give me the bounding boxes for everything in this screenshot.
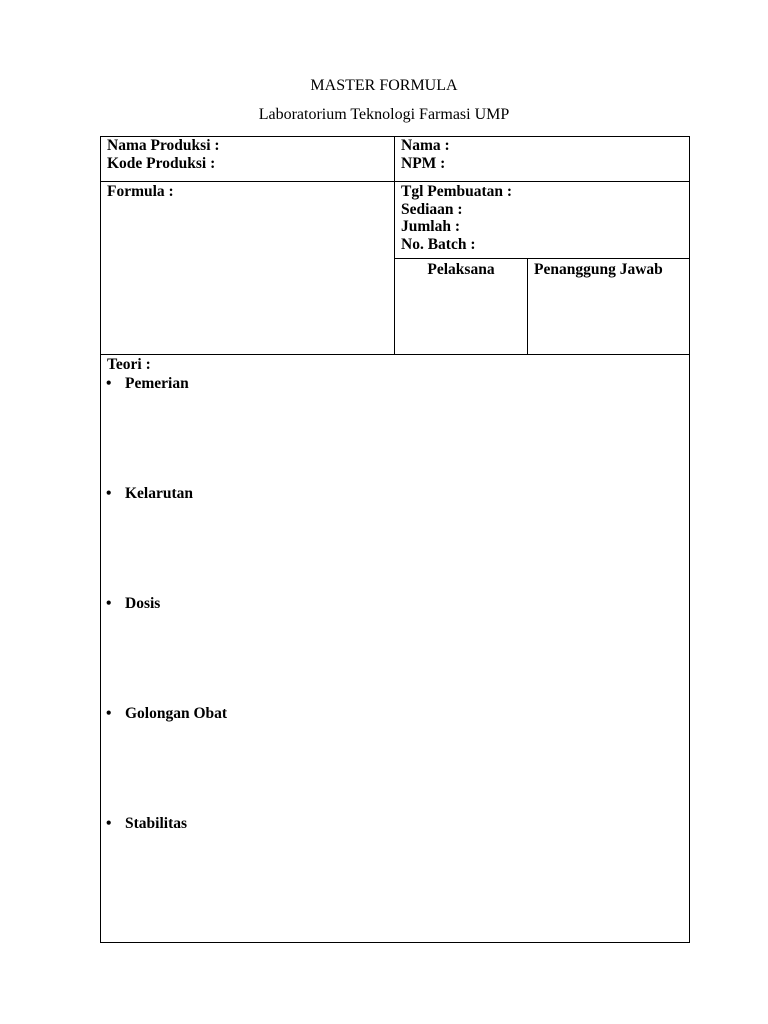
table-left-border <box>100 136 101 943</box>
list-item-stabilitas <box>106 815 187 833</box>
table-signature-column-divider <box>527 258 528 355</box>
bullet-icon: • <box>106 815 112 832</box>
list-item-label: Kelarutan <box>125 485 194 502</box>
bullet-icon: • <box>106 485 112 502</box>
table-column-divider <box>394 136 395 355</box>
pelaksana-header: Pelaksana <box>427 261 495 278</box>
list-item-label: Pemerian <box>125 375 189 392</box>
list-item-golongan-obat <box>106 705 227 723</box>
sediaan-label: Sediaan : <box>401 201 463 218</box>
list-item-label: Stabilitas <box>125 815 188 832</box>
table-signature-divider <box>395 258 690 259</box>
no-batch-label: No. Batch : <box>401 236 476 253</box>
tgl-pembuatan-label: Tgl Pembuatan : <box>401 183 513 200</box>
list-item-label: Golongan Obat <box>125 705 228 722</box>
list-item-pemerian <box>106 375 189 393</box>
bullet-icon: • <box>106 705 112 722</box>
list-item-kelarutan <box>106 485 193 503</box>
table-right-border <box>689 136 690 943</box>
document-subtitle: Laboratorium Teknologi Farmasi UMP <box>258 106 510 123</box>
table-row-divider-1 <box>100 181 690 182</box>
penanggung-jawab-header: Penanggung Jawab <box>534 261 663 278</box>
jumlah-label: Jumlah : <box>401 218 460 235</box>
table-row-divider-2 <box>100 354 690 355</box>
formula-label: Formula : <box>107 183 174 200</box>
document-title: MASTER FORMULA <box>310 77 458 94</box>
nama-label: Nama : <box>401 137 450 154</box>
list-item-dosis <box>106 595 160 613</box>
teori-label: Teori : <box>107 356 151 373</box>
nama-produksi-label: Nama Produksi : <box>107 137 220 154</box>
table-bottom-border <box>100 942 690 943</box>
npm-label: NPM : <box>401 155 446 172</box>
list-item-label: Dosis <box>125 595 161 612</box>
bullet-icon: • <box>106 595 112 612</box>
bullet-icon: • <box>106 375 112 392</box>
kode-produksi-label: Kode Produksi : <box>107 155 216 172</box>
